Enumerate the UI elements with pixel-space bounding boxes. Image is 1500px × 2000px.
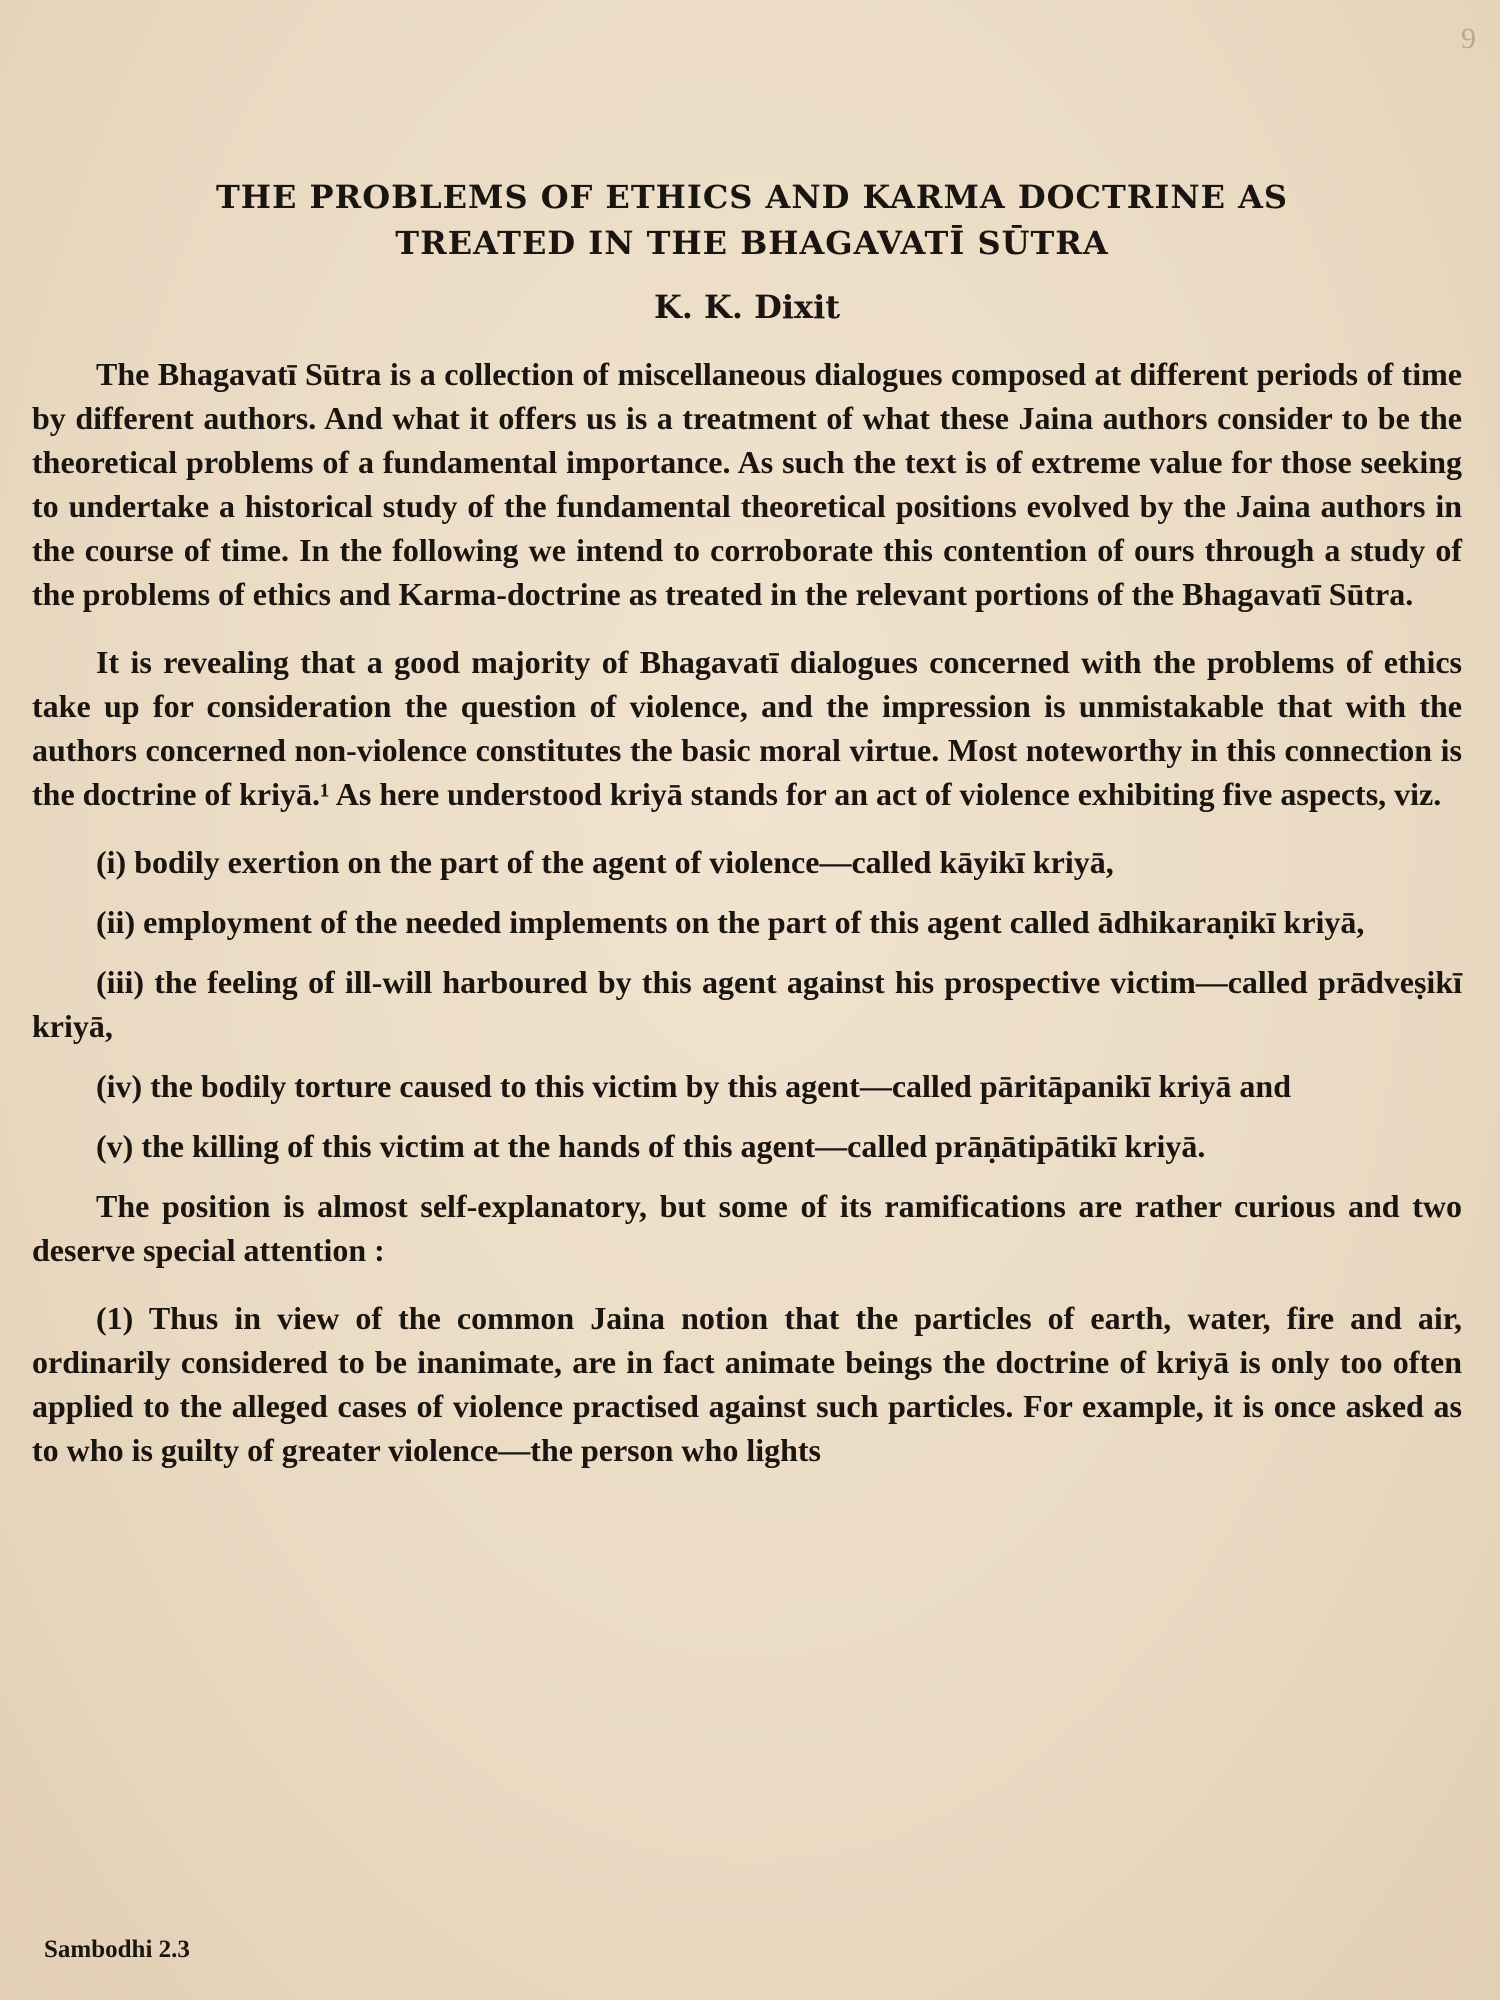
paragraph-kriya: It is revealing that a good majority of Bhagavatī dialogues concerned with the problems of ethics take up for consideration the question of violence, and the impression is unmistakable that with the authors concerned non-violence constitutes the basic moral virtue. Most noteworthy in this connection is the doctrine of kriyā.¹ As here understood kriyā stands for an act of violence exhibiting five aspects, viz. bbox=[32, 644, 1462, 812]
title-line-1: THE PROBLEMS OF ETHICS AND KARMA DOCTRINE AS bbox=[215, 178, 1289, 216]
paragraph-ramifications: The position is almost self-explanatory, but some of its ramifications are rather curious and two deserve special attention : bbox=[32, 1188, 1462, 1268]
title-line-2: TREATED IN THE BHAGAVATĪ SŪTRA bbox=[395, 224, 1109, 262]
page-number: 9 bbox=[1461, 22, 1476, 55]
list-item-kayiki: (i) bodily exertion on the part of the agent of violence—called kāyikī kriyā, bbox=[96, 844, 1114, 880]
list-item-pranatipatiki: (v) the killing of this victim at the hands of this agent—called prāṇātipātikī kriyā. bbox=[96, 1128, 1206, 1164]
author-name: K. K. Dixit bbox=[653, 288, 841, 326]
article-body bbox=[32, 174, 1462, 1496]
list-item-adhikaraniki: (ii) employment of the needed implements on the part of this agent called ādhikaraṇikī kriyā, bbox=[96, 904, 1365, 940]
paragraph-intro: The Bhagavatī Sūtra is a collection of miscellaneous dialogues composed at different periods of time by different authors. And what it offers us is a treatment of what these Jaina authors consider to be the theoretical problems of a fundamental importance. As such the text is of extreme value for those seeking to undertake a historical study of the fundamental theoretical positions evolved by the Jaina authors in the course of time. In the following we intend to corroborate this contention of ours through a study of the problems of ethics and Karma-doctrine as treated in the relevant portions of the Bhagavatī Sūtra. bbox=[32, 356, 1462, 612]
list-item-paritapaniki: (iv) the bodily torture caused to this victim by this agent—called pāritāpanikī kriyā and bbox=[96, 1068, 1292, 1104]
list-item-pradveshiki: (iii) the feeling of ill-will harboured by this agent against his prospective victim—called prādveṣikī kriyā, bbox=[32, 964, 1462, 1044]
article-title bbox=[42, 174, 1462, 266]
journal-footer: Sambodhi 2.3 bbox=[44, 1936, 190, 1963]
paragraph-particles: (1) Thus in view of the common Jaina notion that the particles of earth, water, fire and air, ordinarily considered to be inanimate, are in fact animate beings the doctrine of kriyā is only too often applied to the alleged cases of violence practised against such particles. For example, it is once asked as to who is guilty of greater violence—the person who lights bbox=[32, 1300, 1462, 1468]
